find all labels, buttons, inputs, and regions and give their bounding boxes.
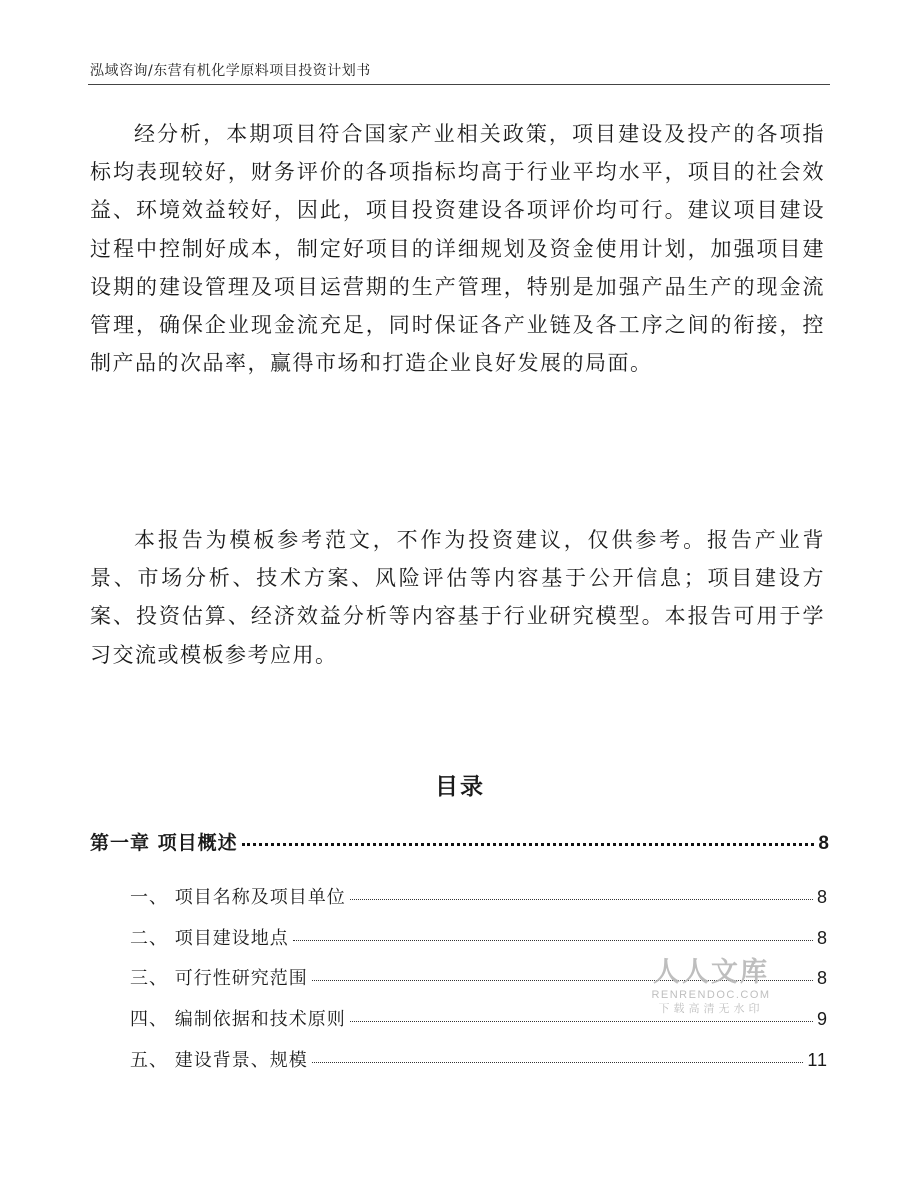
toc-leader-dots [242, 843, 815, 846]
toc-page-number: 8 [818, 833, 830, 854]
body-paragraph-disclaimer: 本报告为模板参考范文，不作为投资建议，仅供参考。报告产业背景、市场分析、技术方案、风险评估等内容基于公开信息；项目建设方案、投资估算、经济效益分析等内容基于行业研究模型。本报告可用于学习交流或模板参考应用。 [90, 528, 825, 667]
watermark-tagline: 下载高清无水印 [658, 1002, 764, 1015]
toc-page-number: 8 [816, 887, 828, 907]
toc-entry-label: 五、 建设背景、规模 [130, 1050, 308, 1071]
toc-chapter-1[interactable] [90, 828, 830, 855]
toc-leader-dots [293, 940, 813, 941]
toc-leader-dots [312, 1062, 804, 1063]
body-paragraph-analysis: 经分析，本期项目符合国家产业相关政策，项目建设及投产的各项指标均表现较好，财务评价的各项指标均高于行业平均水平，项目的社会效益、环境效益较好，因此，项目投资建设各项评价均可行。建议项目建设过程中控制好成本，制定好项目的详细规划及资金使用计划，加强项目建设期的建设管理及项目运营期的生产管理，特别是加强产品生产的现金流管理，确保企业现金流充足，同时保证各产业链及各工序之间的衔接，控制产品的次品率，赢得市场和打造企业良好发展的局面。 [90, 122, 825, 376]
document-header: 泓域咨询/东营有机化学原料项目投资计划书 [90, 63, 371, 79]
toc-title: 目录 [435, 774, 485, 800]
toc-section-1[interactable] [130, 883, 828, 909]
toc-page-number: 11 [807, 1050, 828, 1070]
watermark [646, 958, 776, 1016]
toc-leader-dots [350, 1021, 813, 1022]
toc-entry-label: 第一章 项目概述 [90, 832, 238, 854]
watermark-url: RENRENDOC.COM [651, 989, 771, 1001]
watermark-title: 人人文库 [653, 957, 769, 988]
toc-entry-label: 三、 可行性研究范围 [130, 968, 308, 989]
header-divider [88, 84, 830, 85]
toc-page-number: 9 [816, 1009, 828, 1029]
toc-section-2[interactable] [130, 924, 828, 950]
toc-leader-dots [350, 899, 813, 900]
toc-section-5[interactable] [130, 1046, 828, 1072]
toc-entry-label: 二、 项目建设地点 [130, 928, 289, 949]
toc-page-number: 8 [816, 968, 828, 988]
toc-page-number: 8 [816, 928, 828, 948]
toc-entry-label: 一、 项目名称及项目单位 [130, 887, 346, 908]
toc-entry-label: 四、 编制依据和技术原则 [130, 1009, 346, 1030]
